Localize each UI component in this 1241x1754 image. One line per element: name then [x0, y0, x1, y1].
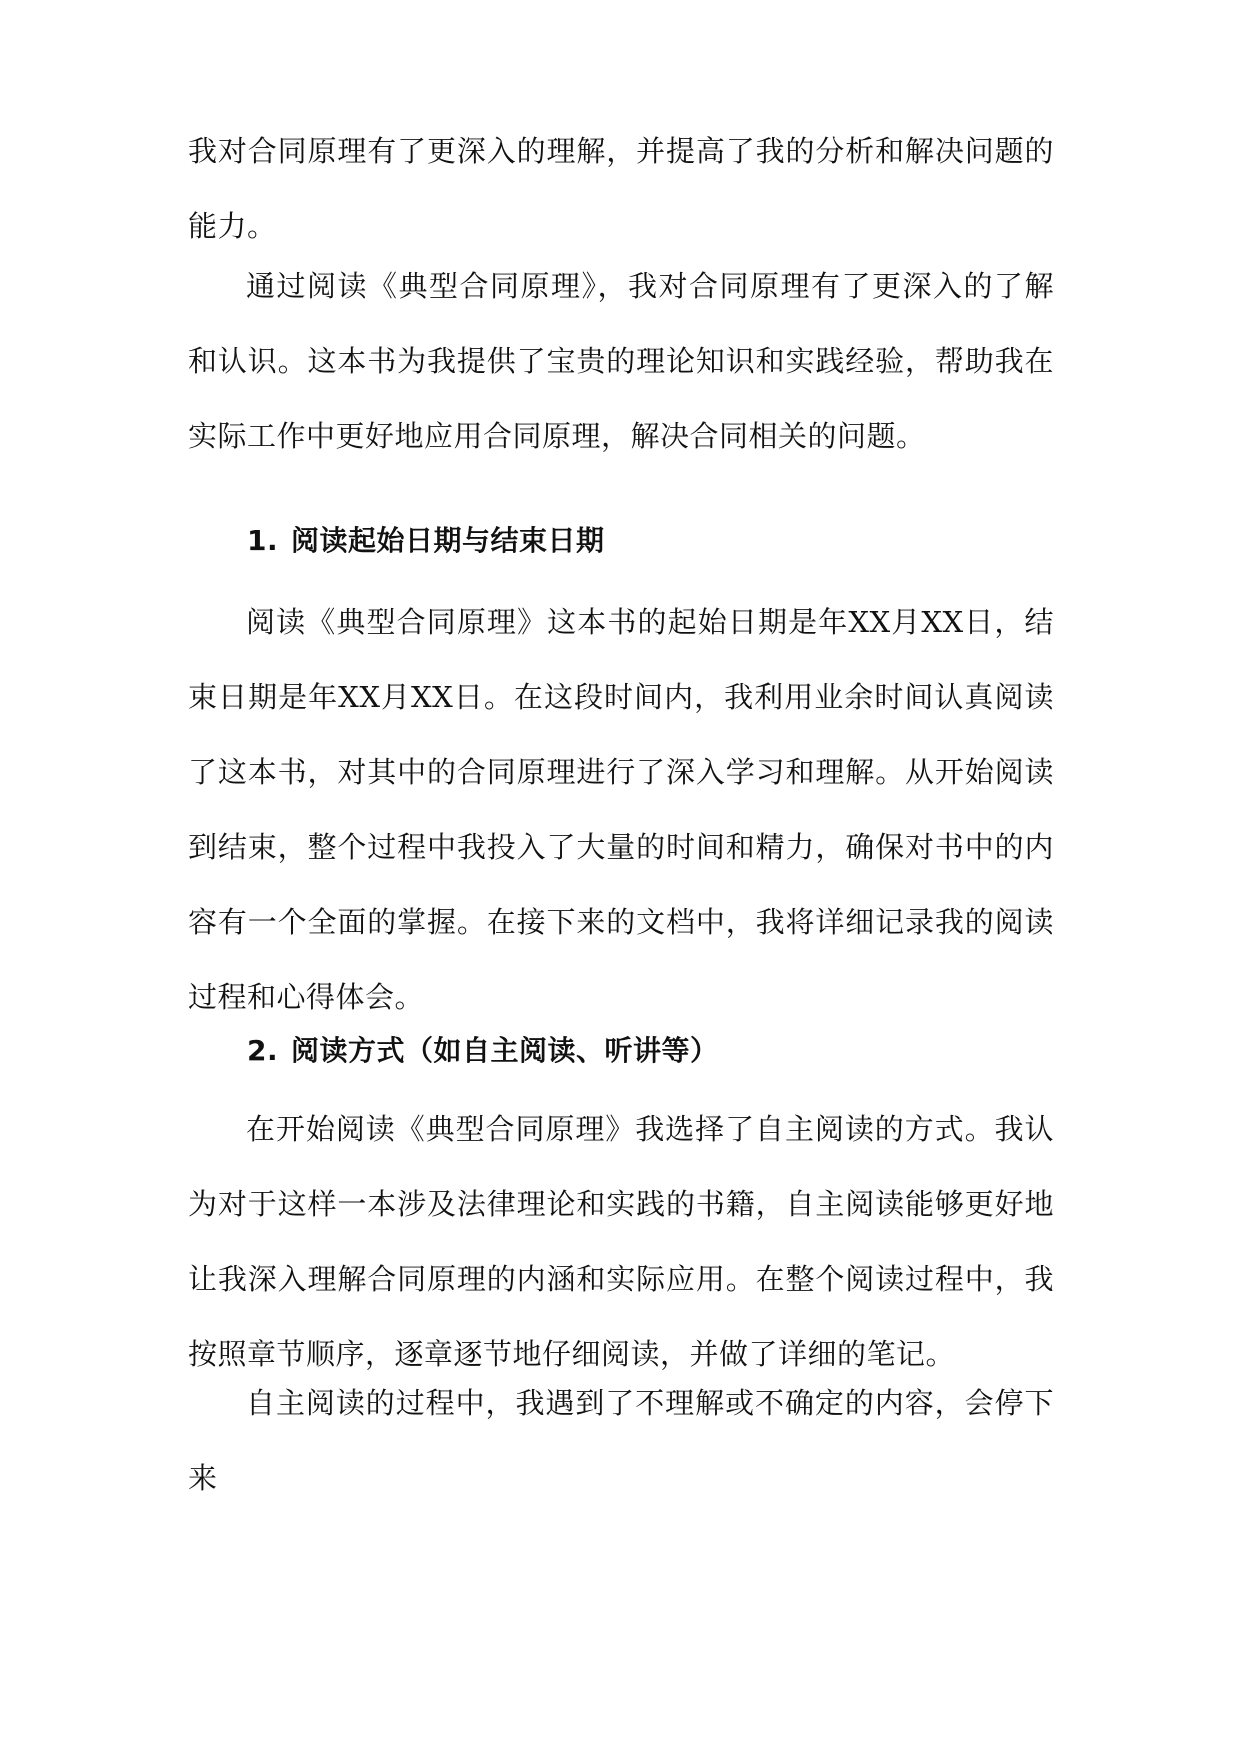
section-heading-reading-method	[247, 1013, 1047, 1088]
paragraph-self-reading: 自主阅读的过程中，我遇到了不理解或不确定的内容，会停下来	[188, 1386, 1054, 1495]
paragraph-summary: 通过阅读《典型合同原理》，我对合同原理有了更深入的了解和认识。这本书为我提供了宝贵的理论知识和实践经验，帮助我在实际工作中更好地应用合同原理，解决合同相关的问题。	[188, 269, 1054, 453]
section-title: 阅读方式（如自主阅读、听讲等）	[291, 1034, 719, 1067]
section-heading-reading-dates	[247, 503, 1047, 578]
paragraph-reading-method: 在开始阅读《典型合同原理》我选择了自主阅读的方式。我认为对于这样一本涉及法律理论和实践的书籍，自主阅读能够更好地让我深入理解合同原理的内涵和实际应用。在整个阅读过程中，我按照章节顺序，逐章逐节地仔细阅读，并做了详细的笔记。	[188, 1112, 1054, 1371]
paragraph-reading-dates: 阅读《典型合同原理》这本书的起始日期是年XX月XX日，结束日期是年XX月XX日。在这段时间内，我利用业余时间认真阅读了这本书，对其中的合同原理进行了深入学习和理解。从开始阅读到结束，整个过程中我投入了大量的时间和精力，确保对书中的内容有一个全面的掌握。在接下来的文档中，我将详细记录我的阅读过程和心得体会。	[188, 605, 1054, 1014]
section-number: 2.	[247, 1034, 279, 1067]
paragraph-continuation: 我对合同原理有了更深入的理解，并提高了我的分析和解决问题的能力。	[188, 134, 1054, 243]
section-number: 1.	[247, 524, 279, 557]
section-title: 阅读起始日期与结束日期	[291, 524, 605, 557]
